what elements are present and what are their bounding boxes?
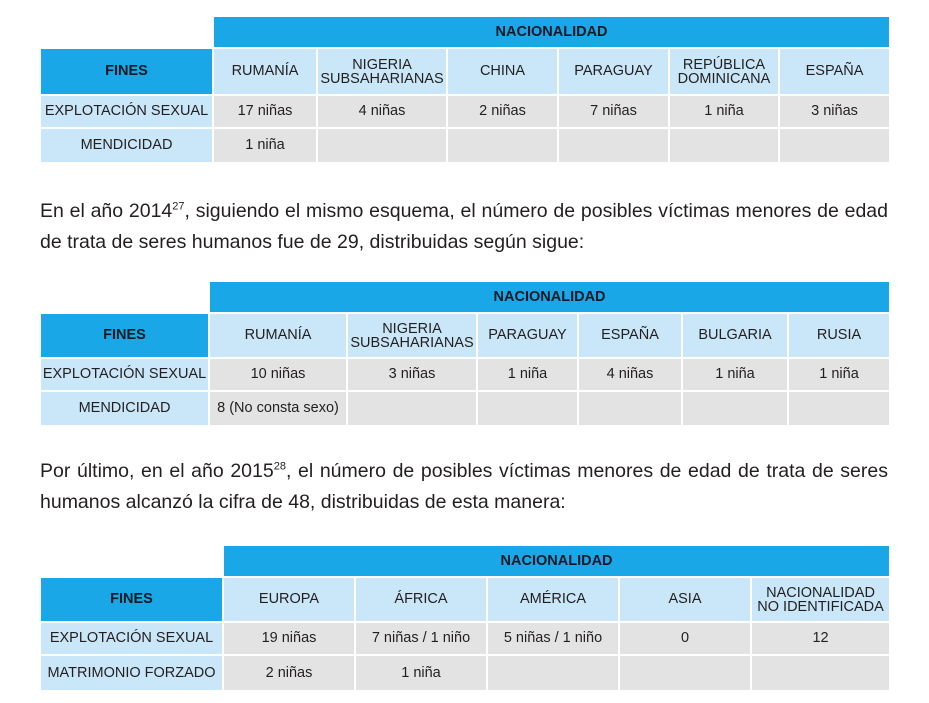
table-cell: 1 niña (356, 656, 486, 690)
paragraph-text: Por último, en el año 2015 (40, 460, 274, 482)
table-cell (559, 129, 668, 162)
row-header: MENDICIDAD (41, 392, 208, 425)
table-cell: 2 niñas (224, 656, 354, 690)
table-cell (789, 392, 889, 425)
table-cell: 1 niña (478, 359, 577, 390)
nationality-table-2 (39, 280, 891, 427)
table-cell: 4 niñas (579, 359, 681, 390)
column-header-line: NIGERIA (382, 320, 442, 337)
column-header-line: SUBSAHARIANAS (350, 334, 474, 351)
column-header (348, 314, 476, 357)
nationality-table-1 (39, 15, 891, 164)
footnote-ref: 27 (172, 200, 185, 213)
column-header: EUROPA (224, 578, 354, 621)
table-cell: 1 niña (214, 129, 316, 162)
table-cell: 7 niñas (559, 96, 668, 127)
group-header: NACIONALIDAD (210, 282, 889, 312)
footnote-ref: 28 (273, 460, 286, 473)
table-cell (348, 392, 476, 425)
table-cell: 1 niña (683, 359, 787, 390)
column-header-line: DOMINICANA (677, 70, 771, 87)
column-header: RUMANÍA (214, 49, 316, 94)
table-cell (579, 392, 681, 425)
table-cell (318, 129, 446, 162)
column-header-line: NACIONALIDAD (766, 584, 875, 601)
table-cell: 3 niñas (348, 359, 476, 390)
column-header (752, 578, 889, 621)
table-cell: 0 (620, 623, 750, 654)
table-cell: 5 niñas / 1 niño (488, 623, 618, 654)
column-header: CHINA (448, 49, 557, 94)
table-cell (448, 129, 557, 162)
column-header: AMÉRICA (488, 578, 618, 621)
table-cell: 17 niñas (214, 96, 316, 127)
group-header: NACIONALIDAD (224, 546, 889, 576)
paragraph-2015 (40, 456, 888, 518)
table-cell: 8 (No consta sexo) (210, 392, 346, 425)
table-cell: 7 niñas / 1 niño (356, 623, 486, 654)
table-cell: 19 niñas (224, 623, 354, 654)
table-cell (488, 656, 618, 690)
column-header: ÁFRICA (356, 578, 486, 621)
column-header: RUMANÍA (210, 314, 346, 357)
table-cell: 3 niñas (780, 96, 889, 127)
fines-header: FINES (41, 49, 212, 94)
column-header (670, 49, 778, 94)
row-header: EXPLOTACIÓN SEXUAL (41, 623, 222, 654)
row-header: EXPLOTACIÓN SEXUAL (41, 359, 208, 390)
row-header: MATRIMONIO FORZADO (41, 656, 222, 690)
table-cell: 12 (752, 623, 889, 654)
paragraph-text: En el año 2014 (40, 200, 173, 222)
column-header (318, 49, 446, 94)
paragraph-text: , el número de posibles víctimas menores de edad de trata de seres humanos alcanzó la cifra de 48, distribuidas de esta manera: (40, 460, 888, 513)
table-cell: 4 niñas (318, 96, 446, 127)
table-cell: 10 niñas (210, 359, 346, 390)
table-cell: 2 niñas (448, 96, 557, 127)
column-header: ESPAÑA (579, 314, 681, 357)
table-cell (752, 656, 889, 690)
table-cell (780, 129, 889, 162)
table-cell: 1 niña (789, 359, 889, 390)
paragraph-2014 (40, 196, 888, 258)
column-header: BULGARIA (683, 314, 787, 357)
table-cell (683, 392, 787, 425)
blank-corner (41, 546, 222, 576)
column-header-line: NO IDENTIFICADA (757, 598, 884, 615)
column-header: RUSIA (789, 314, 889, 357)
row-header: MENDICIDAD (41, 129, 212, 162)
paragraph-text: , siguiendo el mismo esquema, el número de posibles víctimas menores de edad de trata de seres humanos fue de 29, distribuidas según sigue: (40, 200, 888, 253)
column-header-line: SUBSAHARIANAS (320, 70, 444, 87)
row-header: EXPLOTACIÓN SEXUAL (41, 96, 212, 127)
table-cell (620, 656, 750, 690)
table-cell: 1 niña (670, 96, 778, 127)
column-header-line: REPÚBLICA (682, 56, 766, 73)
blank-corner (41, 282, 208, 312)
group-header: NACIONALIDAD (214, 17, 889, 47)
column-header-line: NIGERIA (352, 56, 412, 73)
column-header: PARAGUAY (559, 49, 668, 94)
blank-corner (41, 17, 212, 47)
table-cell (478, 392, 577, 425)
fines-header: FINES (41, 578, 222, 621)
nationality-table-3 (39, 544, 891, 692)
column-header: PARAGUAY (478, 314, 577, 357)
table-cell (670, 129, 778, 162)
column-header: ASIA (620, 578, 750, 621)
column-header: ESPAÑA (780, 49, 889, 94)
fines-header: FINES (41, 314, 208, 357)
